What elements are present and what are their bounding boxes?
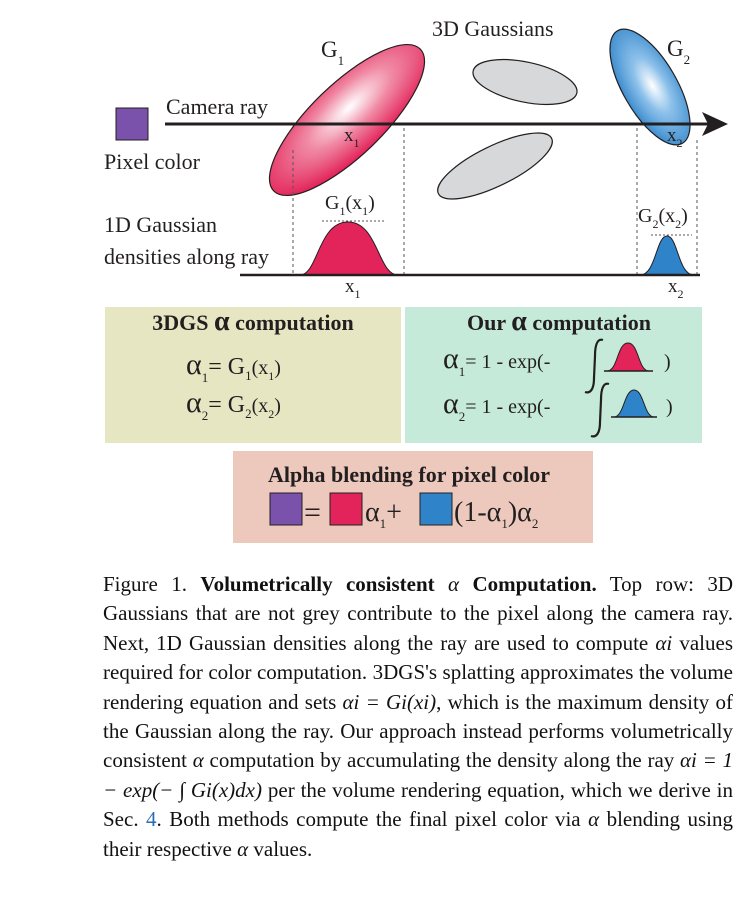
panel-blend-title: Alpha blending for pixel color <box>268 462 550 487</box>
panel-ours-title: Our α computation <box>467 306 651 337</box>
caption-body-2: values required for color computation. 3DGS's splatting approximates the volume rendering equation and sets <box>103 630 734 714</box>
caption-body-3: , which is the maximum density of the Gaussian along the ray. Our approach instead performs volumetrically consistent <box>103 689 734 773</box>
caption-body-1: Top row: 3D Gaussians that are not grey contribute to the pixel along the camera ray. Next, 1D Gaussian densities along the ray are used to compute <box>103 572 734 655</box>
panel-ours-eq1-close: ) <box>664 351 671 373</box>
panel-3dgs-eq1: $\alpha_1= G_1^{(x}_1^)$ <box>186 348 281 385</box>
grey-gaussian-top <box>469 51 581 112</box>
label-g1: $G_1$ <box>321 37 345 68</box>
blend-alpha1: $\alpha_1+$ <box>365 497 402 531</box>
caption-body-6: . Both methods compute the final pixel color via <box>156 807 581 832</box>
panel-ours-eq2: $\alpha_2= 1 - \exp(-$ <box>443 387 551 424</box>
grey-gaussian-bottom <box>430 120 561 211</box>
caption-math-alpha-i: αi <box>655 630 673 655</box>
caption-math-eq-3dgs: αi = Gi(xi) <box>342 689 437 714</box>
label-x2-bottom: $x_2$ <box>668 276 684 301</box>
blend-swatch-red <box>330 493 362 525</box>
density-curve-g2 <box>640 236 694 275</box>
label-densities-line1: 1D Gaussian <box>104 212 218 237</box>
figure-caption <box>103 570 733 864</box>
panel-3dgs-title: 3DGS α computation <box>152 306 354 337</box>
label-g2x2: $G_2(x_2)$ <box>638 205 688 231</box>
label-x1-bottom: $x_1$ <box>345 276 361 301</box>
blend-rest: $(1-\alpha_1)\alpha_2$ <box>454 497 539 531</box>
caption-body-5: per the volume rendering equation, which we derive in Sec. <box>103 777 734 832</box>
density-curve-g1 <box>300 222 398 275</box>
label-densities-line2: densities along ray <box>104 244 269 269</box>
panel-ours-eq2-close: ) <box>666 396 673 418</box>
caption-section-ref-link[interactable]: 4 <box>146 807 157 832</box>
caption-math-eq-ours: αi = 1 − exp(− ∫ Gi(x)dx) <box>103 748 734 802</box>
blend-equals: = <box>304 496 321 529</box>
gaussian-g1 <box>249 23 446 217</box>
caption-math-alpha-3: α <box>237 836 249 861</box>
label-camera-ray: Camera ray <box>166 94 268 119</box>
caption-body-4: computation by accumulating the density along the ray <box>209 748 675 773</box>
panel-3dgs-eq2: $\alpha_2= G_2^{(x}_2^)$ <box>186 386 281 423</box>
caption-title-b: Computation. <box>472 572 597 596</box>
pixel-color-swatch <box>116 108 148 140</box>
caption-title-alpha: α <box>448 572 460 596</box>
caption-math-alpha: α <box>192 748 204 773</box>
panel-ours-eq1: $\alpha_1= 1 - \exp(-$ <box>443 342 551 379</box>
caption-figure-label: Figure 1. <box>103 572 187 596</box>
label-g2: $G_2$ <box>667 36 691 67</box>
caption-math-alpha-2: α <box>588 807 600 832</box>
caption-body-8: values. <box>253 836 313 861</box>
blend-swatch-pixel <box>270 493 302 525</box>
caption-title-a: Volumetrically consistent <box>200 572 435 596</box>
label-x1-top: $x_1$ <box>344 125 360 150</box>
blend-swatch-blue <box>420 493 452 525</box>
label-3d-gaussians: 3D Gaussians <box>432 16 554 41</box>
label-x2-top: $x_2$ <box>667 125 683 150</box>
caption-body-7: blending using their respective <box>103 807 734 861</box>
gaussian-g2 <box>594 17 706 157</box>
label-g1x1: $G_1(x_1)$ <box>325 192 375 218</box>
label-pixel-color: Pixel color <box>104 149 200 174</box>
